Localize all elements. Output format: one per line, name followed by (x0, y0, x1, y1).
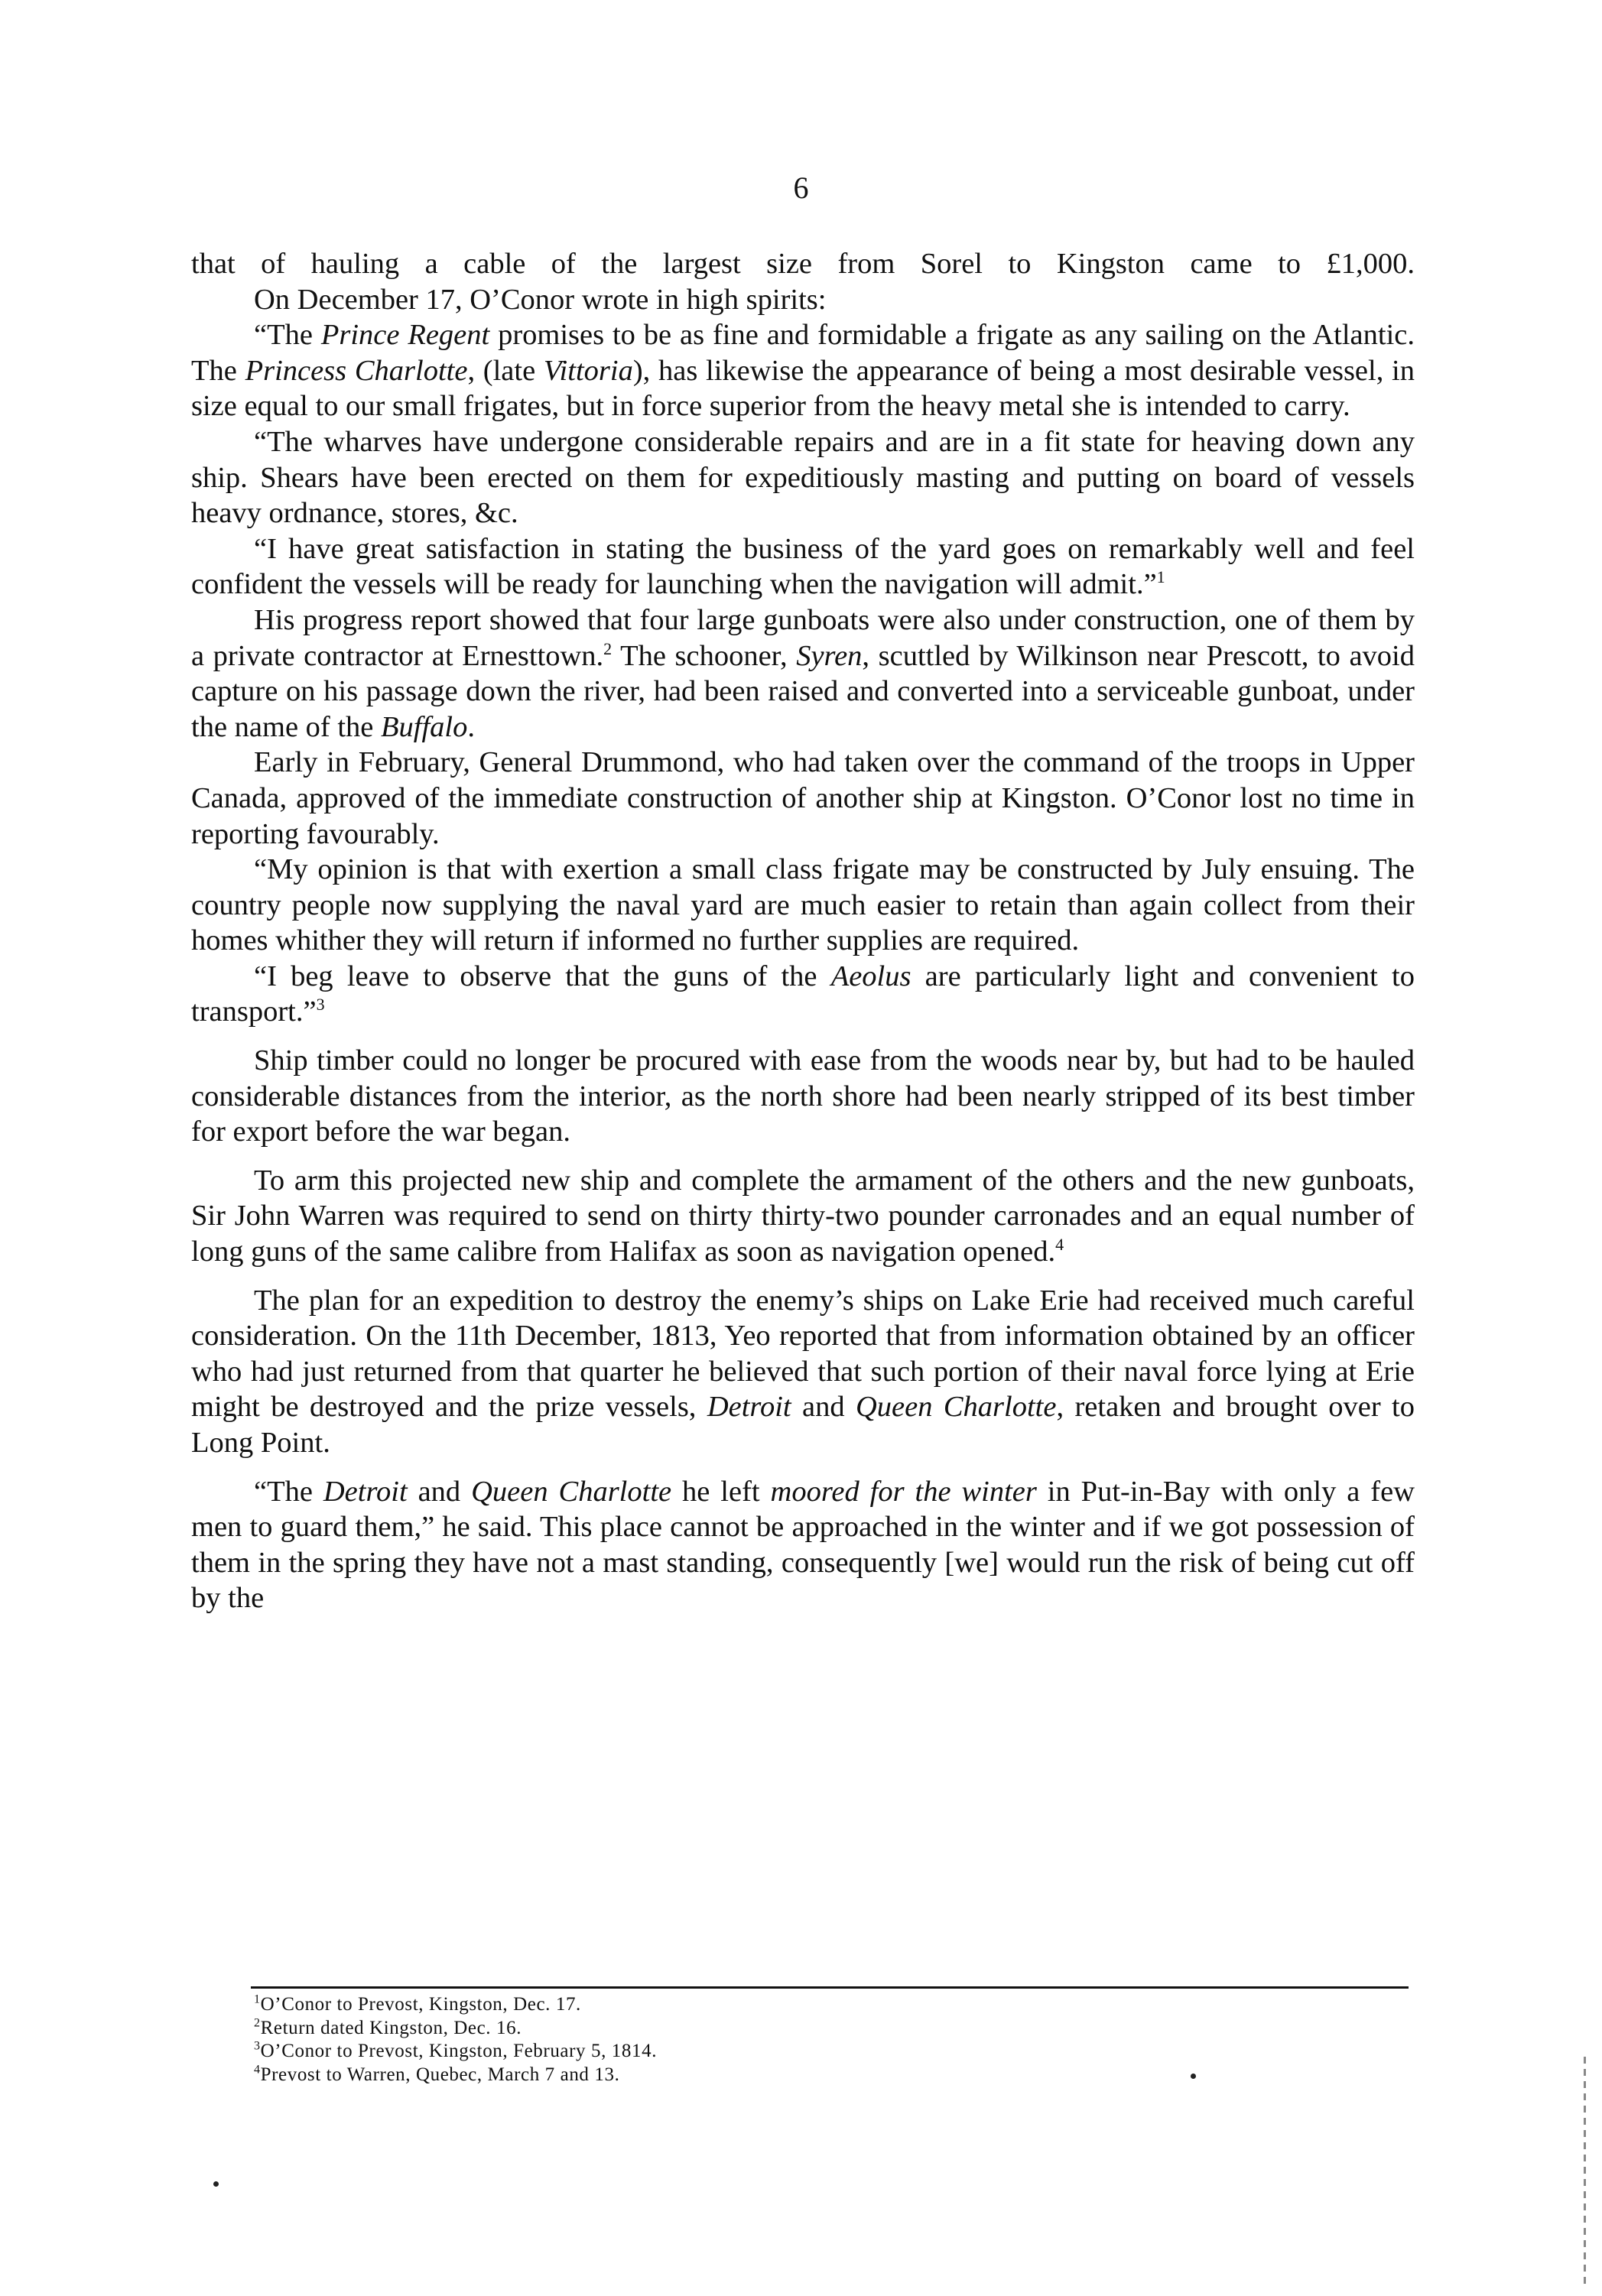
paragraph: “I beg leave to observe that the guns of the Aeolus are particularly light and convenient to transport.”$^3$ (191, 960, 1415, 1028)
footnote-text: Return dated Kingston, Dec. 16. (260, 2017, 522, 2038)
paragraph: “I have great satisfaction in stating the business of the yard goes on remarkably well and feel confident the vessels will be ready for launching when the navigation will admit.”$^1$ (191, 532, 1415, 601)
ship-name: Queen Charlotte (855, 1391, 1057, 1424)
footnote-text: O’Conor to Prevost, Kingston, February 5, 1814. (260, 2041, 658, 2061)
paragraph: To arm this projected new ship and complete the armament of the others and the new gunboats, Sir John Warren was required to send on thirty thirty-two pounder carronades and an equal number of long guns of the same calibre from Halifax as soon as navigation opened.$^4$ (191, 1164, 1415, 1268)
footnotes (254, 1993, 1324, 2087)
footnote-number: 3 (254, 2039, 261, 2053)
ship-name: Detroit (707, 1391, 791, 1424)
footnote-text: Prevost to Warren, Quebec, March 7 and 13. (260, 2064, 620, 2085)
footnote-number: 1 (254, 1992, 261, 2006)
scan-edge-marks (1584, 2057, 1586, 2286)
scan-speck (1191, 2074, 1196, 2079)
footnote-ref: 2 (603, 638, 613, 658)
footnote-number: 4 (254, 2063, 261, 2077)
footnote-text: O’Conor to Prevost, Kingston, Dec. 17. (260, 1994, 581, 2015)
footnote-ref: 1 (1156, 567, 1165, 587)
paragraph: Early in February, General Drummond, who had taken over the command of the troops in Upper Canada, approved of the immediate construction of another ship at Kingston. O’Conor lost no time in reporting favourably. (191, 746, 1415, 850)
footnote-ref: 3 (316, 995, 325, 1015)
emphasis: moored for the winter (770, 1475, 1037, 1508)
scan-speck (213, 2181, 219, 2187)
paragraph: His progress report showed that four large gunboats were also under construction, one of them by a private contractor at Ernesttown.$^2$ The schooner, Syren, scuttled by Wilkinson near Prescott, to avoid capture on his passage down the river, had been raised and converted into a serviceable gunboat, under the name of the Buffalo. (191, 603, 1415, 743)
paragraph: Ship timber could no longer be procured with ease from the woods near by, but had to be hauled considerable distances from the interior, as the north shore had been nearly stripped of its best timber for export before the war began. (191, 1044, 1415, 1148)
paragraph: On December 17, O’Conor wrote in high spirits: (254, 283, 827, 316)
ship-name: Queen Charlotte (471, 1475, 672, 1508)
footnote (254, 2040, 1324, 2064)
footnote-ref: 4 (1055, 1235, 1064, 1255)
page-number: 6 (793, 170, 809, 205)
footnote (254, 2064, 1324, 2087)
footnote-rule (251, 1986, 1409, 1989)
paragraph: “The Detroit and Queen Charlotte he left moored for the winter in Put-in-Bay with only a few men to guard them,” he said. This place cannot be approached in the winter and if we got possession of them in the spring they have not a mast standing, consequently [we] would run the risk of being cut off by the (191, 1475, 1415, 1615)
paragraph: The plan for an expedition to destroy the enemy’s ships on Lake Erie had received much careful consideration. On the 11th December, 1813, Yeo reported that from information obtained by an officer who had just returned from that quarter he believed that such portion of their naval force lying at Erie might be destroyed and the prize vessels, Detroit and Queen Charlotte, retaken and brought over to Long Point. (191, 1284, 1415, 1459)
ship-name: Aeolus (830, 960, 911, 992)
paragraph: “The wharves have undergone considerable repairs and are in a fit state for heaving down any ship. Shears have been erected on them for expeditiously masting and putting on board of vessels heavy ordnance, stores, &c. (191, 425, 1415, 530)
footnote (254, 1993, 1324, 2017)
ship-name: Syren (796, 639, 863, 672)
ship-name: Buffalo (381, 710, 468, 743)
ship-name: Vittoria (543, 354, 633, 387)
footnote (254, 2017, 1324, 2041)
ship-name: Princess Charlotte (245, 354, 468, 387)
paragraph: “My opinion is that with exertion a small class frigate may be constructed by July ensuing. The country people now supplying the naval yard are much easier to retain than again collect from their homes whither they will return if informed no further supplies are required. (191, 853, 1415, 957)
paragraph: that of hauling a cable of the largest size from Sorel to Kingston came to £1,000. (191, 248, 1415, 280)
body-text (191, 246, 1415, 1616)
paragraph: “The Prince Regent promises to be as fine and formidable a frigate as any sailing on the Atlantic. The Princess Charlotte, (late Vittoria), has likewise the appearance of being a most desirable vessel, in size equal to our small frigates, but in force superior from the heavy metal she is intended to carry. (191, 319, 1415, 423)
ship-name: Detroit (323, 1475, 408, 1508)
ship-name: Prince Regent (320, 319, 490, 352)
footnote-number: 2 (254, 2016, 261, 2030)
